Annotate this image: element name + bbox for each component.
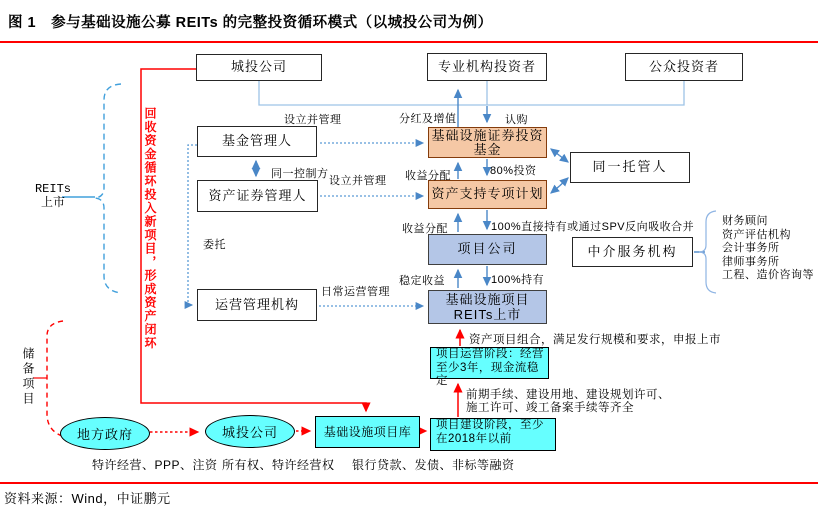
arrow-custodian-plan — [551, 186, 560, 193]
node-build-stage — [430, 418, 556, 451]
node-intermediary-label: 中介服务机构 — [587, 243, 678, 259]
intermediary-item: 工程、造价咨询等 — [722, 269, 814, 282]
label-setup-manage-1: 设立并管理 — [284, 114, 342, 126]
label-franchise: 特许经营、PPP、注资 — [92, 458, 218, 472]
label-prereq-line2: 施工许可、竣工备案手续等齐全 — [466, 402, 634, 414]
label-ownership: 所有权、特许经营权 — [222, 458, 335, 472]
annotation-reserve-projects: 储备项目 — [21, 347, 35, 407]
node-infra-fund-line2: 基金 — [473, 141, 502, 157]
node-chengtou-top-label: 城投公司 — [230, 59, 287, 75]
node-public-investor-label: 公众投资者 — [648, 58, 719, 74]
node-reits-listed — [428, 290, 547, 324]
label-spv-hold: 100%直接持有或通过SPV反向吸收合并 — [491, 221, 695, 233]
node-chengtou-top — [196, 54, 322, 81]
node-abs-manager — [197, 180, 318, 212]
node-public-investor — [625, 53, 743, 81]
node-fund-manager — [197, 126, 317, 157]
node-infra-fund — [428, 127, 547, 158]
intermediary-item: 财务顾问 — [722, 215, 768, 227]
node-build-stage-line1: 项目建设阶段，至少 — [436, 419, 544, 431]
annotation-reits-ipo-line1: REITs — [34, 182, 71, 196]
node-operation-stage-line1: 项目运营阶段：经营 — [436, 348, 544, 360]
node-abs-manager-label: 资产证券管理人 — [208, 187, 307, 203]
node-operation-stage — [430, 347, 549, 387]
intermediary-service-list — [722, 215, 814, 283]
label-hold-100: 100%持有 — [491, 274, 545, 286]
label-entrust: 委托 — [203, 239, 226, 251]
node-chengtou-bottom — [205, 415, 295, 448]
investor-connector — [259, 81, 684, 105]
node-custodian — [570, 152, 690, 183]
node-abs-plan-label: 资产支持专项计划 — [431, 186, 544, 202]
node-project-co — [428, 234, 547, 265]
node-custodian-label: 同一托管人 — [592, 159, 668, 175]
label-prereq-line1: 前期手续、建设用地、建设规划许可、 — [466, 389, 670, 401]
node-reits-listed-line1: 基础设施项目 — [445, 292, 530, 307]
node-fund-manager-label: 基金管理人 — [221, 133, 292, 149]
label-subscribe: 认购 — [505, 114, 528, 126]
label-invest-80: 80%投资 — [490, 165, 537, 177]
label-dividend: 分红及增值 — [399, 113, 457, 125]
label-income-dist-2: 收益分配 — [402, 223, 448, 235]
node-pro-investor — [427, 53, 547, 81]
intermediary-list-brace — [699, 211, 716, 293]
label-income-dist-1: 收益分配 — [405, 170, 451, 182]
node-local-gov — [60, 417, 150, 450]
label-setup-manage-2: 设立并管理 — [329, 175, 387, 187]
node-chengtou-bottom-label: 城投公司 — [221, 425, 278, 440]
arrow-custodian-fund-2 — [560, 156, 569, 163]
label-daily-ops: 日常运营管理 — [321, 286, 390, 298]
intermediary-item: 律师事务所 — [722, 255, 780, 268]
label-stable-income: 稳定收益 — [399, 275, 445, 287]
node-project-co-label: 项目公司 — [457, 241, 518, 257]
annotation-recycle-funds: 回收资金循环投入新项目，形成资产闭环 — [143, 107, 157, 350]
node-build-stage-line2: 在2018年以前 — [436, 432, 512, 445]
figure-title: 图 1 参与基础设施公募 REITs 的完整投资循环模式（以城投公司为例） — [8, 15, 493, 31]
node-project-pool — [315, 416, 420, 448]
arrow-custodian-plan-2 — [560, 178, 569, 186]
intermediary-item: 会计事务所 — [722, 242, 780, 255]
intermediary-item: 资产评估机构 — [722, 228, 791, 241]
label-financing: 银行贷款、发债、非标等融资 — [352, 458, 515, 472]
reserve-brace — [47, 321, 63, 436]
node-reits-listed-line2: REITs上市 — [453, 307, 522, 322]
source-note: 资料来源：Wind，中证鹏元 — [4, 491, 171, 506]
arrow-custodian-fund — [551, 149, 560, 156]
node-pro-investor-label: 专业机构投资者 — [437, 58, 536, 74]
node-infra-fund-line1: 基础设施证券投资 — [431, 127, 544, 143]
annotation-reits-ipo-line2: 上市 — [40, 196, 65, 210]
arrow-entrust — [188, 145, 197, 305]
node-operation-stage-line2: 至少3年，现金流稳定 — [436, 361, 539, 387]
annotation-reits-ipo — [30, 182, 76, 210]
node-project-pool-label: 基础设施项目库 — [323, 424, 412, 439]
node-ops-manager-label: 运营管理机构 — [214, 296, 299, 312]
node-ops-manager — [197, 289, 317, 321]
node-local-gov-label: 地方政府 — [76, 427, 133, 442]
label-portfolio-note: 资产项目组合，满足发行规模和要求，申报上市 — [469, 334, 721, 346]
node-intermediary — [572, 237, 693, 267]
label-same-controller: 同一控制方 — [271, 168, 329, 180]
node-abs-plan — [428, 180, 547, 209]
